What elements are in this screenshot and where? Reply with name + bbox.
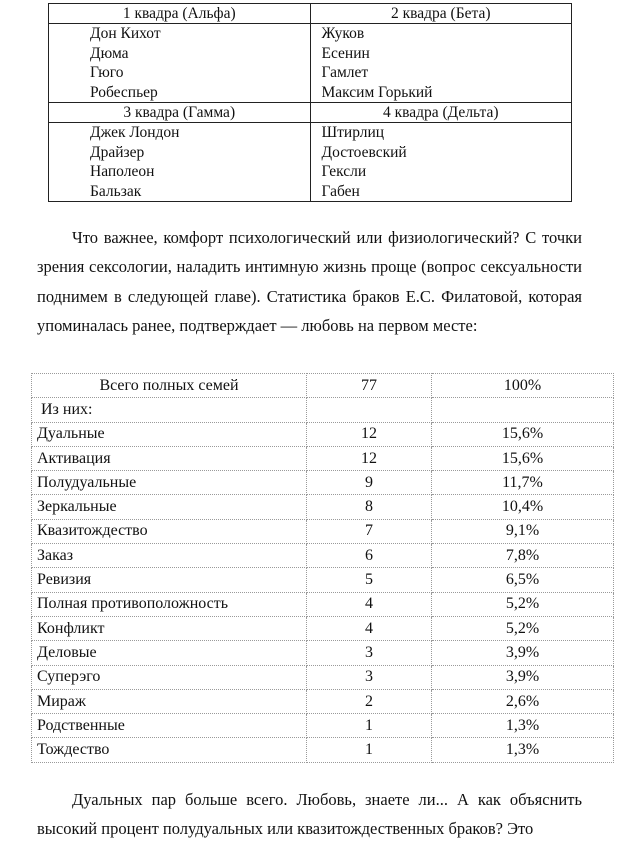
stats-row-count: 4 bbox=[307, 592, 432, 616]
quadra-member-name: Наполеон bbox=[90, 163, 155, 180]
stats-row-label: Конфликт bbox=[32, 616, 307, 640]
stats-total-percent: 100% bbox=[432, 374, 614, 398]
stats-row-label: Зеркальные bbox=[32, 495, 307, 519]
stats-total-row bbox=[32, 374, 614, 398]
stats-row-label: Активация bbox=[32, 446, 307, 470]
marriage-stats-body bbox=[32, 374, 614, 763]
quadra-member-name: Робеспьер bbox=[90, 83, 158, 101]
quadra-header: 2 квадра (Бета) bbox=[310, 4, 572, 24]
quadra-member-name: Джек Лондон bbox=[90, 124, 180, 141]
stats-row-percent: 15,6% bbox=[432, 446, 614, 470]
quadra-member-name: Драйзер bbox=[90, 143, 145, 161]
stats-row-percent: 10,4% bbox=[432, 495, 614, 519]
quadra-names-cell bbox=[49, 123, 311, 202]
stats-row bbox=[32, 616, 614, 640]
quadra-names-row bbox=[49, 123, 572, 202]
stats-row-count: 12 bbox=[307, 446, 432, 470]
stats-row-percent: 6,5% bbox=[432, 568, 614, 592]
stats-row-count: 4 bbox=[307, 616, 432, 640]
stats-subheading-row bbox=[32, 398, 614, 422]
quadra-member-name: Штирлиц bbox=[321, 124, 385, 141]
stats-row-percent: 3,9% bbox=[432, 641, 614, 665]
stats-row-count: 5 bbox=[307, 568, 432, 592]
stats-row-percent: 5,2% bbox=[432, 592, 614, 616]
stats-row bbox=[32, 446, 614, 470]
stats-row bbox=[32, 544, 614, 568]
quadra-member-name: Гамлет bbox=[321, 64, 369, 81]
stats-row bbox=[32, 568, 614, 592]
stats-row-percent: 2,6% bbox=[432, 689, 614, 713]
stats-subheading-empty-count bbox=[307, 398, 432, 422]
stats-row bbox=[32, 495, 614, 519]
stats-row-label: Квазитождество bbox=[32, 519, 307, 543]
stats-total-count: 77 bbox=[307, 374, 432, 398]
stats-row bbox=[32, 592, 614, 616]
stats-row-label: Родственные bbox=[32, 714, 307, 738]
stats-row-percent: 11,7% bbox=[432, 471, 614, 495]
marriage-stats-table bbox=[31, 373, 614, 763]
quadra-names-cell bbox=[310, 24, 572, 103]
stats-row-percent: 7,8% bbox=[432, 544, 614, 568]
stats-row-label: Полная противоположность bbox=[32, 592, 307, 616]
stats-row-percent: 5,2% bbox=[432, 616, 614, 640]
quadra-names-cell bbox=[49, 24, 311, 103]
stats-row-label: Мираж bbox=[32, 689, 307, 713]
quadra-header-row bbox=[49, 4, 572, 24]
quadra-header: 4 квадра (Дельта) bbox=[310, 103, 572, 123]
paragraph-conclusion: Дуальных пар больше всего. Любовь, знаете ли... А как объяснить высокий процент полудуальных или квазитождественных браков? Это bbox=[37, 790, 582, 839]
stats-row bbox=[32, 689, 614, 713]
stats-row-count: 6 bbox=[307, 544, 432, 568]
quadra-member-name: Гюго bbox=[90, 64, 124, 81]
stats-row-count: 3 bbox=[307, 641, 432, 665]
stats-row-label: Тождество bbox=[32, 738, 307, 762]
stats-row-count: 2 bbox=[307, 689, 432, 713]
stats-row bbox=[32, 422, 614, 446]
stats-subheading-empty-percent bbox=[432, 398, 614, 422]
stats-subheading: Из них: bbox=[32, 398, 307, 422]
stats-row bbox=[32, 641, 614, 665]
stats-row-percent: 1,3% bbox=[432, 738, 614, 762]
quadra-table bbox=[48, 3, 572, 202]
stats-row-count: 3 bbox=[307, 665, 432, 689]
stats-row-label: Деловые bbox=[32, 641, 307, 665]
stats-row-label: Дуальные bbox=[32, 422, 307, 446]
stats-row-count: 7 bbox=[307, 519, 432, 543]
stats-row-count: 12 bbox=[307, 422, 432, 446]
paragraph-intro: Что важнее, комфорт психологический или физиологический? С точки зрения сексологии, наладить интимную жизнь проще (вопрос сексуальности поднимем в следующей главе). Статистика браков Е.С. Филатовой, которая упоминалась ранее, подтверждает — любовь на первом месте: bbox=[37, 228, 582, 336]
stats-row-label: Полудуальные bbox=[32, 471, 307, 495]
quadra-member-name: Жуков bbox=[321, 25, 365, 42]
stats-row-label: Ревизия bbox=[32, 568, 307, 592]
quadra-member-name: Габен bbox=[321, 182, 360, 200]
stats-row-label: Суперэго bbox=[32, 665, 307, 689]
quadra-header: 1 квадра (Альфа) bbox=[49, 4, 311, 24]
quadra-names-cell bbox=[310, 123, 572, 202]
stats-row bbox=[32, 471, 614, 495]
stats-row bbox=[32, 519, 614, 543]
stats-row bbox=[32, 714, 614, 738]
stats-row-percent: 3,9% bbox=[432, 665, 614, 689]
quadra-member-name: Гексли bbox=[321, 163, 367, 180]
stats-row-percent: 1,3% bbox=[432, 714, 614, 738]
quadra-header-row bbox=[49, 103, 572, 123]
quadra-member-name: Максим Горький bbox=[321, 83, 433, 101]
stats-row bbox=[32, 738, 614, 762]
stats-row-count: 8 bbox=[307, 495, 432, 519]
quadra-table-body bbox=[49, 4, 572, 202]
stats-row-percent: 9,1% bbox=[432, 519, 614, 543]
quadra-names-row bbox=[49, 24, 572, 103]
stats-row-count: 1 bbox=[307, 738, 432, 762]
stats-row-label: Заказ bbox=[32, 544, 307, 568]
stats-total-label: Всего полных семей bbox=[32, 374, 307, 398]
stats-row-count: 9 bbox=[307, 471, 432, 495]
quadra-header: 3 квадра (Гамма) bbox=[49, 103, 311, 123]
stats-row-percent: 15,6% bbox=[432, 422, 614, 446]
stats-row bbox=[32, 665, 614, 689]
quadra-member-name: Дюма bbox=[90, 44, 129, 62]
stats-row-count: 1 bbox=[307, 714, 432, 738]
quadra-member-name: Достоевский bbox=[321, 143, 407, 161]
quadra-member-name: Дон Кихот bbox=[90, 25, 161, 42]
quadra-member-name: Есенин bbox=[321, 44, 370, 62]
quadra-member-name: Бальзак bbox=[90, 182, 142, 200]
